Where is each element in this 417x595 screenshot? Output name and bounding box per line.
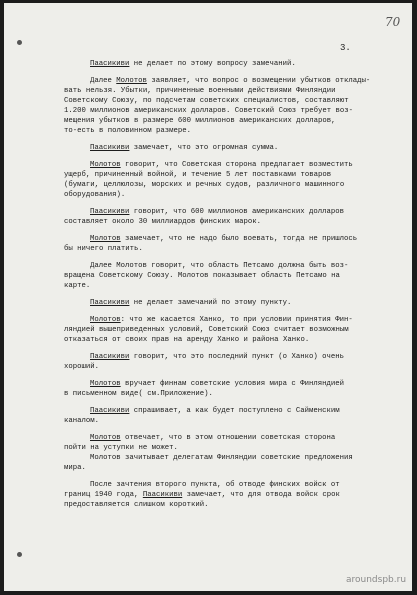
text-line [64,491,340,500]
text-line [90,380,344,389]
speaker-name: Паасикиви [90,60,130,68]
text-line [90,262,348,271]
page-number: 3. [340,43,351,53]
text-segment: говорит, что Советская сторона предлагает возместить [120,161,353,169]
speaker-name: Паасикиви [90,407,130,415]
text-segment: Молотов зачитывает делегатам Финляндии советские предложения [90,454,353,462]
text-line [90,77,370,86]
text-line [64,390,213,399]
text-line [90,144,278,153]
text-segment: (бумаги, целлюлозы, морских и речных судов, различного машинного [64,181,345,189]
text-segment: ущерб, причиненный войной, и течение 5 лет поставками товаров [64,171,332,179]
speaker-name: Паасикиви [90,208,130,216]
text-line [64,464,86,473]
document-page [4,3,412,591]
text-segment: замечает, что для отвода войск срок [182,491,340,499]
text-line [90,161,353,170]
text-segment: спрашивает, а как будет поступлено с Сайменским [129,407,340,415]
text-segment: замечает, что не надо было воевать, тогда не пришлось [120,235,358,243]
text-segment: Советскому Союзу, по подсчетам советских специалистов, составляют [64,97,349,105]
text-segment: Далее Молотов говорит, что область Петсамо должна быть воз- [90,262,349,270]
text-segment: говорит, что 600 миллионов американских долларов [129,208,344,216]
speaker-name: Молотов [116,77,147,85]
text-segment: заявляет, что вопрос о возмещении убытков отклады- [146,77,371,85]
text-line [64,218,261,227]
text-segment: вать нельзя. Убытки, причиненные военными действиями Финляндии [64,87,336,95]
text-line [64,107,353,116]
speaker-name: Молотов [90,434,121,442]
text-line [64,417,99,426]
text-line [64,363,99,372]
text-segment: мира. [64,464,86,472]
speaker-name: Молотов [90,235,121,243]
text-line [64,191,125,200]
text-line [90,299,291,308]
text-segment: не делает по этому вопросу замечаний. [129,60,296,68]
text-line [90,235,357,244]
punch-hole [17,40,22,45]
speaker-name: Паасикиви [90,144,130,152]
text-segment: говорит, что это последний пункт (о Ханко) очень [129,353,344,361]
text-segment: границ 1940 года, [64,491,143,499]
text-segment: бы ничего платить. [64,245,143,253]
punch-hole [17,552,22,557]
text-line [64,87,336,96]
text-segment: отказаться от своих прав на аренду Ханко и района Ханко. [64,336,310,344]
text-line [64,117,336,126]
text-segment: хороший. [64,363,100,371]
text-segment: составляет около 30 миллиардов финских марок. [64,218,262,226]
text-line [64,97,349,106]
text-segment: мещения убытков в размере 600 миллионов американских долларов, [64,117,336,125]
watermark: aroundspb.ru [346,575,407,585]
text-line [64,245,143,254]
text-line [90,407,340,416]
speaker-name: Молотов [90,380,121,388]
text-line [64,326,349,335]
speaker-name: Паасикиви [142,491,183,499]
text-line [64,444,178,453]
text-line [90,208,344,217]
text-line [64,272,340,281]
text-segment: карте. [64,282,91,290]
text-line [64,171,331,180]
archive-sheet-number: 70 [385,15,401,29]
text-segment: предоставляется слишком короткий. [64,501,209,509]
text-line [64,181,344,190]
text-segment: замечает, что это огромная сумма. [129,144,279,152]
text-segment: 1.200 миллионов американских долларов. Советский Союз требует воз- [64,107,354,115]
text-line [90,316,353,325]
text-segment: вращена Советскому Союзу. Молотов показывает область Петсамо на [64,272,340,280]
text-segment: пойти на уступки не может. [64,444,178,452]
text-segment: Далее [90,77,117,85]
text-segment: то-есть в половинном размере. [64,127,191,135]
text-segment: вручает финнам советские условия мира с Финляндией [120,380,344,388]
speaker-name: Паасикиви [90,353,130,361]
text-segment: отвечает, что в этом отношении советская сторона [120,434,336,442]
text-line [90,481,340,490]
text-segment: : что же касается Ханко, то при условии принятия Фин- [120,316,353,324]
text-line [90,60,296,69]
text-line [64,336,309,345]
text-line [64,501,209,510]
text-line [90,454,353,463]
text-line [90,434,335,443]
speaker-name: Молотов [90,316,121,324]
text-line [90,353,344,362]
text-line [64,127,191,136]
speaker-name: Паасикиви [90,299,130,307]
text-segment: не делает замечаний по этому пункту. [129,299,292,307]
text-segment: ляндией вышеприведенных условий, Советский Союз считает возможным [64,326,349,334]
text-segment: каналом. [64,417,100,425]
text-segment: оборудования). [64,191,126,199]
speaker-name: Молотов [90,161,121,169]
text-segment: После зачтения второго пункта, об отводе финских войск от [90,481,340,489]
text-segment: в письменном виде( см.Приложение). [64,390,213,398]
text-line [64,282,90,291]
